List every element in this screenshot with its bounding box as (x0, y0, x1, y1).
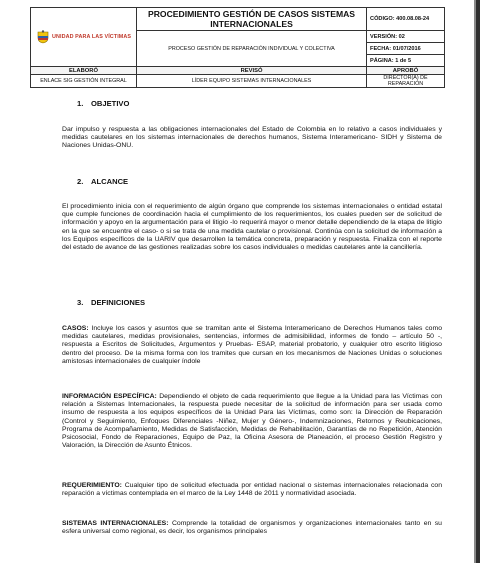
definition-text: Incluye los casos y asuntos que se tramitan ante el Sistema Interamericano de Derechos Humanos tales como medidas cautelares, medidas provisionales, sentencias, informes de admisibilidad, informes de fondo – artículo 50 -, respuesta a Escritos de Solicitudes, Argumentos y Pruebas- ESAP, material probatorio, y cualquier otro escrito litigioso dentro del proceso. De la misma forma con los tramites que cursan en los mecanismos de Naciones Unidas o soluciones amistosas internacionales de cualquier índole (62, 325, 442, 365)
definition-text: Cualquier tipo de solicitud efectuada por entidad nacional o sistemas internacionales relacionada con reparación a víctimas contemplada en el marco de la Ley 1448 de 2011 y normatividad asociada. (62, 482, 442, 498)
definition-term: CASOS: (62, 325, 89, 332)
definition-casos (62, 325, 442, 366)
definition-text: Dependiendo el objeto de cada requerimiento que llegue a la Unidad para las Víctimas con relación a Sistemas Internacionales, la respuesta puede necesitar de la solicitud de información para ser usada como insumo de respuesta a los equipos específicos de la Unidad Para las Víctimas, como son: la Dirección de Reparación (Control y Seguimiento, Enfoques Diferenciales -Niñez, Mujer y Género-, Indemnizaciones, Retornos y Reubicaciones, Programa de Acompañamiento, Medidas de Satisfacción, Medidas de Rehabilitación, Garantías de no Repetición, Atención Psicosocial, Fondo de Reparaciones, Equipo de Paz, la Oficina Asesora de Planeación, el proceso Gestión Registro y Valoración, la Dirección de Asunto Étnicos. (62, 393, 443, 450)
paragraph-alcance: El procedimiento inicia con el requerimiento de algún órgano que comprende los sistemas internacionales o entidad estatal que cumple funciones de coordinación hacia el cumplimiento de los requerimientos, los cuales pueden ser de solicitud de información y apoyo en la argumentación para el litigio -lo requerirá mayor o menor detalle dependiendo de la etapa de litigio en la que se encuentre el caso- o si se trata de una medida cautelar o provisional. Continúa con la solicitud de información a los Equipos específicos de la UARIV que desarrollen la temática concreta, preparación y respuesta. Finaliza con el reporte del estado de avance de las gestiones realizadas sobre los casos individuales o medidas cautelares ante la cancillería. (62, 203, 442, 252)
signature-header-reviso: REVISÓ (137, 67, 367, 75)
definition-term: REQUERIMIENTO: (62, 482, 122, 489)
definition-requerimiento (62, 482, 442, 498)
window-frame-right-inner (474, 0, 476, 563)
window-frame-right (476, 0, 480, 563)
unidad-victimas-logo (31, 30, 136, 44)
document-date: FECHA: 01/07/2016 (367, 43, 445, 55)
definition-term: SISTEMAS INTERNACIONALES: (62, 520, 169, 527)
paragraph-objetivo: Dar impulso y respuesta a las obligaciones internacionales del Estado de Colombia en lo relativo a casos individuales y medidas cautelares en los sistemas internacionales de derechos humanos, Sistema Interamericano- SIDH y Sistema de Naciones Unidas-ONU. (62, 126, 442, 150)
signature-header-aprobo: APROBÓ (367, 67, 445, 75)
definition-informacion-especifica (62, 393, 442, 450)
definition-term: INFORMACIÓN ESPECÍFICA: (62, 393, 157, 400)
signature-value-elaboro: ENLACE SIG GESTIÓN INTEGRAL (31, 75, 137, 88)
section-heading-definiciones (77, 298, 145, 307)
section-title: ALCANCE (91, 177, 129, 186)
section-heading-objetivo (77, 99, 129, 108)
definition-sistemas-internacionales (62, 520, 442, 536)
section-number: 3. (77, 298, 84, 307)
document-version: VERSIÓN: 02 (367, 31, 445, 43)
document-header-table (30, 7, 445, 88)
definition-text: Comprende la totalidad de organismos y organizaciones internacionales tanto en su esfera universal como regional, es decir, los organismos principales (62, 520, 442, 536)
section-title: DEFINICIONES (91, 298, 146, 307)
section-heading-alcance (77, 177, 128, 186)
signature-value-aprobo: DIRECTOR(A) DE REPARACIÓN (367, 75, 445, 88)
logo-text: UNIDAD PARA LAS VÍCTIMAS (52, 34, 132, 40)
signature-header-elaboro: ELABORÓ (31, 67, 137, 75)
document-page: PÁGINA: 1 de 5 (367, 55, 445, 67)
section-number: 2. (77, 177, 84, 186)
coat-of-arms-icon (37, 30, 49, 44)
section-number: 1. (77, 99, 84, 108)
logo-cell (31, 8, 137, 67)
section-title: OBJETIVO (91, 99, 130, 108)
document-process: PROCESO GESTIÓN DE REPARACIÓN INDIVIDUAL Y COLECTIVA (137, 31, 367, 67)
document-title: PROCEDIMIENTO GESTIÓN DE CASOS SISTEMAS INTERNACIONALES (137, 8, 367, 31)
document-code: CÓDIGO: 400.08.08-24 (367, 8, 445, 31)
signature-value-reviso: LÍDER EQUIPO SISTEMAS INTERNACIONALES (137, 75, 367, 88)
